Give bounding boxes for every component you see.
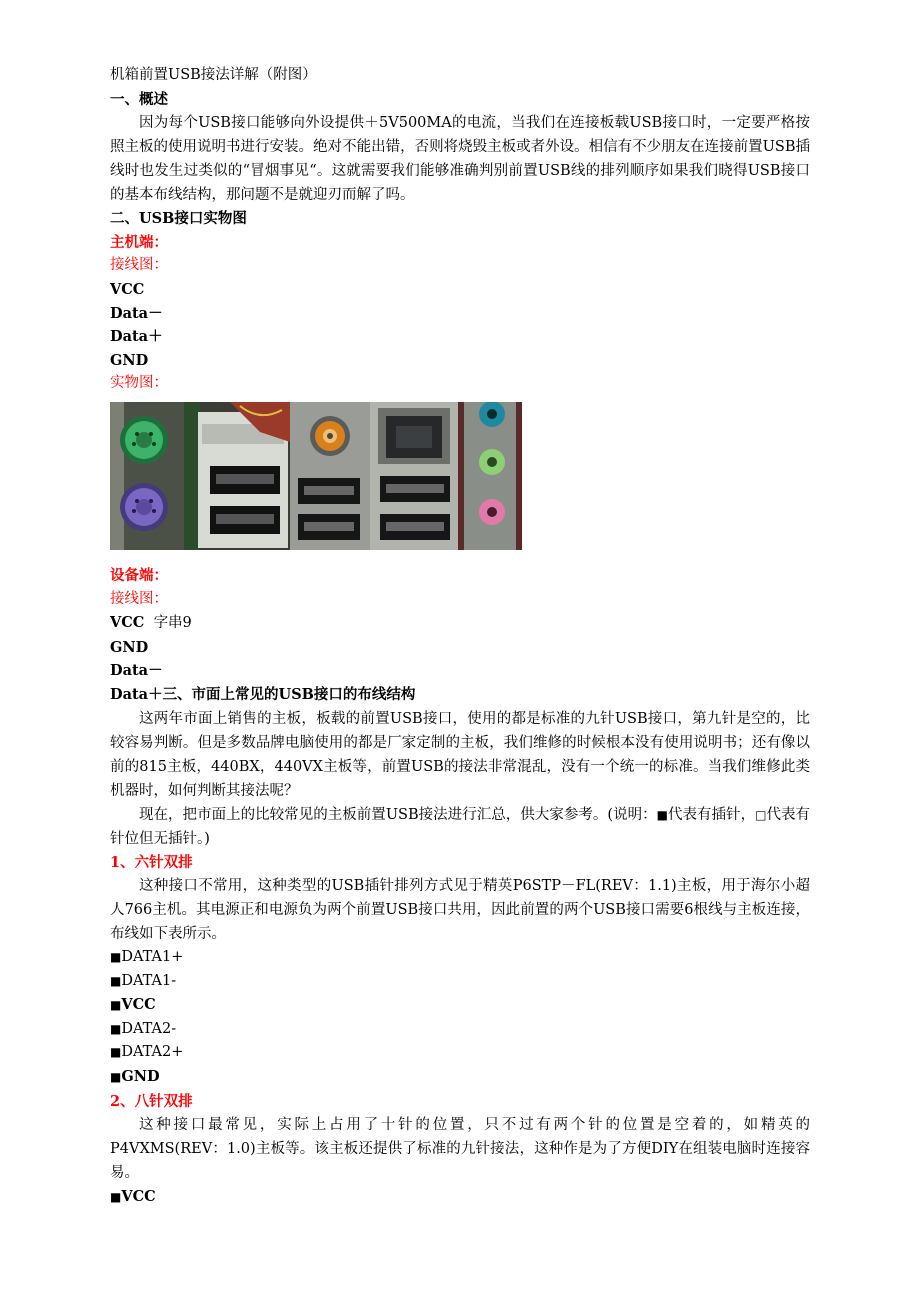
- legend-filled-text: 代表有插针，: [667, 806, 756, 823]
- section2-heading: 二、USB接口实物图: [110, 210, 247, 228]
- section1-heading: 一、概述: [110, 90, 168, 108]
- host-pin-data-minus: Data－: [110, 304, 163, 322]
- six-pin-row-6: [110, 1065, 810, 1090]
- section3-paragraph-2: [110, 803, 810, 851]
- eight-pin-paragraph: 这种接口最常见，实际上占用了十针的位置，只不过有两个针的位置是空着的，如精英的P4VXMS(REV：1.0)主板等。该主板还提供了标准的九针接法，这种作是为了方便DIY在组装电脑时连接容易。: [110, 1117, 810, 1182]
- pin-name: VCC: [121, 1188, 156, 1206]
- device-pin-data-plus-row: [110, 683, 810, 707]
- empty-square-icon: □: [755, 807, 767, 822]
- rear-io-panel-photo: [110, 402, 522, 550]
- filled-square-icon: ■: [110, 1070, 122, 1085]
- section1-paragraph: 因为每个USB接口能够向外设提供＋5V500MA的电流，当我们在连接板载USB接口时，一定要严格按照主板的使用说明书进行安装。绝对不能出错，否则将烧毁主板或者外设。相信有不少朋友在连接前置USB插线时也发生过类似的“冒烟事见“。这就需要我们能够准确判别前置USB线的排列顺序如果我们晓得USB接口的基本布线结构，那问题不是就迎刃而解了吗。: [110, 115, 810, 204]
- device-label: 设备端：: [110, 566, 168, 584]
- pin-name: DATA2-: [121, 1020, 177, 1037]
- host-wiring-label: 接线图：: [110, 257, 168, 274]
- six-pin-row-2: [110, 970, 810, 994]
- filled-square-icon: ■: [110, 1190, 122, 1205]
- pin-name: VCC: [121, 996, 156, 1014]
- device-pin-vcc: VCC: [110, 614, 145, 632]
- device-wiring-label: 接线图：: [110, 590, 168, 607]
- legend-empty-text: 代表有针位但无插针。): [110, 806, 811, 847]
- host-pin-vcc: VCC: [110, 280, 145, 298]
- eight-pin-row-1: [110, 1185, 810, 1210]
- device-pin-gnd: GND: [110, 638, 149, 656]
- eight-pin-heading: 2、八针双排: [110, 1092, 193, 1110]
- filled-square-icon: ■: [110, 1021, 122, 1036]
- host-label: 主机端：: [110, 233, 168, 251]
- pin-name: DATA1-: [121, 972, 177, 989]
- six-pin-heading: 1、六针双排: [110, 853, 193, 871]
- six-pin-row-5: [110, 1041, 810, 1065]
- section3-heading: 三、市面上常见的USB接口的布线结构: [162, 685, 416, 703]
- host-pin-gnd: GND: [110, 351, 149, 369]
- pin-name: GND: [121, 1068, 160, 1086]
- device-pin-vcc-row: [110, 611, 810, 636]
- section3-paragraph-1: 这两年市面上销售的主板，板载的前置USB接口，使用的都是标准的九针USB接口，第九针是空的，比较容易判断。但是多数品牌电脑使用的都是厂家定制的主板，我们维修的时候根本没有使用说明书；还有像以前的815主板，440BX，440VX主板等，前置USB的接法非常混乱，没有一个统一的标准。当我们维修此类机器时，如何判断其接法呢？: [110, 710, 810, 799]
- filled-square-icon: ■: [110, 950, 122, 965]
- six-pin-row-4: [110, 1018, 810, 1042]
- pin-name: DATA2+: [121, 1044, 184, 1061]
- legend-intro: 现在，把市面上的比较常见的主板前置USB接法进行汇总，供大家参考。(说明：: [139, 806, 657, 823]
- host-pin-data-plus: Data＋: [110, 328, 163, 346]
- host-photo-label: 实物图：: [110, 375, 168, 392]
- filled-square-icon: ■: [110, 973, 122, 988]
- filled-square-icon: ■: [110, 1045, 122, 1060]
- six-pin-row-1: [110, 946, 810, 970]
- device-pin-data-plus: Data＋: [110, 685, 163, 703]
- filled-square-icon: ■: [110, 998, 122, 1013]
- device-pin-note: 字串9: [153, 615, 192, 632]
- filled-square-icon: ■: [656, 807, 668, 822]
- device-pin-data-minus: Data－: [110, 662, 163, 680]
- six-pin-row-3: [110, 993, 810, 1018]
- doc-title: 机箱前置USB接法详解（附图）: [110, 67, 317, 83]
- six-pin-paragraph: 这种接口不常用，这种类型的USB插针排列方式见于精英P6STP－FL(REV：1.1)主板，用于海尔小超人766主机。其电源正和电源负为两个前置USB接口共用，因此前置的两个USB接口需要6根线与主板连接，布线如下表所示。: [110, 878, 810, 943]
- document-page: [110, 64, 810, 1210]
- pin-name: DATA1+: [121, 949, 184, 966]
